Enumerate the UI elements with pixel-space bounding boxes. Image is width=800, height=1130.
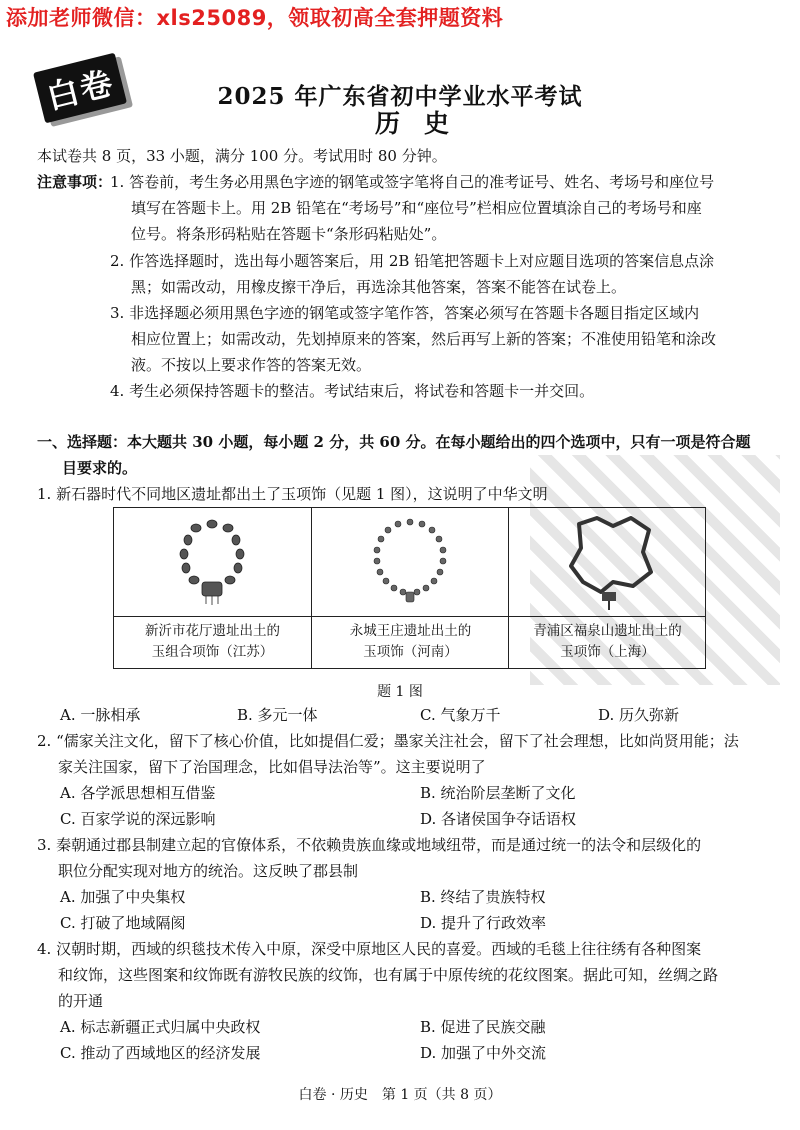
exam-intro: 本试卷共 8 页，33 小题，满分 100 分。考试用时 80 分钟。 (37, 147, 447, 165)
question-4-option-c: C. 推动了西域地区的经济发展 (60, 1044, 261, 1062)
question-2-option-c: C. 百家学说的深远影响 (60, 810, 216, 828)
question-3-option-a: A. 加强了中央集权 (60, 888, 186, 906)
question-1-option-c: C. 气象万千 (420, 706, 501, 724)
question-3-option-c: C. 打破了地域隔阂 (60, 914, 186, 932)
question-4-option-d: D. 加强了中外交流 (420, 1044, 547, 1062)
question-2-option-a: A. 各学派思想相互借鉴 (60, 784, 216, 802)
figure-cell-wangzhuang (311, 508, 509, 668)
note-line: 4. 考生必须保持答题卡的整洁。考试结束后，将试卷和答题卡一并交回。 (110, 382, 595, 400)
notes-label: 注意事项： (37, 173, 113, 191)
page-footer: 白卷 · 历史 第 1 页（共 8 页） (298, 1087, 502, 1103)
section-heading: 一、选择题：本大题共 30 小题，每小题 2 分，共 60 分。在每小题给出的四个选项中，只有一项是符合题 (37, 433, 751, 451)
question-2-stem: 2. “儒家关注文化，留下了核心价值，比如提倡仁爱；墨家关注社会，留下了社会理想，比如尚贤用能；法 (37, 732, 739, 750)
figure-caption: 青浦区福泉山遗址出土的 玉项饰（上海） (533, 623, 682, 660)
question-3-stem-cont: 职位分配实现对地方的统治。这反映了郡县制 (58, 862, 359, 880)
note-line: 1. 答卷前，考生务必用黑色字迹的钢笔或签字笔将自己的准考证号、姓名、考场号和座位号 (110, 173, 715, 191)
figure-label: 题 1 图 (377, 684, 423, 700)
question-1-option-a: A. 一脉相承 (60, 706, 141, 724)
figure-caption: 永城王庄遗址出土的 玉项饰（河南） (349, 623, 472, 660)
note-line: 填写在答题卡上。用 2B 铅笔在“考场号”和“座位号”栏相应位置填涂自己的考场号和座 (131, 199, 702, 217)
note-line: 2. 作答选择题时，选出每小题答案后，用 2B 铅笔把答题卡上对应题目选项的答案信息点涂 (110, 252, 715, 270)
note-line: 液。不按以上要求作答的答案无效。 (131, 356, 372, 374)
exam-title: 2025 年广东省初中学业水平考试 (217, 83, 583, 110)
bead-necklace-image (114, 508, 311, 616)
question-1-option-d: D. 历久弥新 (598, 706, 680, 724)
question-4-option-a: A. 标志新疆正式归属中央政权 (60, 1018, 261, 1036)
question-2-option-b: B. 统治阶层垄断了文化 (420, 784, 576, 802)
note-line: 相应位置上；如需改动，先划掉原来的答案，然后再写上新的答案；不准使用铅笔和涂改 (131, 330, 717, 348)
question-4-stem-cont: 的开通 (58, 992, 104, 1010)
question-3-option-b: B. 终结了贵族特权 (420, 888, 546, 906)
note-line: 3. 非选择题必须用黑色字迹的钢笔或签字笔作答，答案必须写在答题卡各题目指定区域内 (110, 304, 700, 322)
question-2-stem-cont: 家关注国家，留下了治国理念，比如倡导法治等”。这主要说明了 (58, 758, 486, 776)
section-heading-cont: 目要求的。 (62, 459, 138, 477)
jade-pendant-image (509, 508, 706, 616)
note-line: 黑；如需改动，用橡皮擦干净后，再选涂其他答案，答案不能答在试卷上。 (131, 278, 627, 296)
subject-title: 历史 (374, 109, 473, 138)
question-4-option-b: B. 促进了民族交融 (420, 1018, 546, 1036)
jade-necklace-image (312, 508, 509, 616)
question-2-option-d: D. 各诸侯国争夺话语权 (420, 810, 577, 828)
paper-badge: 白卷 (33, 53, 127, 124)
question-3-option-d: D. 提升了行政效率 (420, 914, 547, 932)
note-line: 位号。将条形码粘贴在答题卡“条形码粘贴处”。 (131, 225, 447, 243)
question-4-stem: 4. 汉朝时期，西域的织毯技术传入中原，深受中原地区人民的喜爱。西域的毛毯上往往绣有各种图案 (37, 940, 702, 958)
question-1-option-b: B. 多元一体 (237, 706, 318, 724)
question-4-stem-cont: 和纹饰，这些图案和纹饰既有游牧民族的纹饰，也有属于中原传统的花纹图案。据此可知，丝绸之路 (58, 966, 719, 984)
promo-banner: 添加老师微信：xls25089，领取初高全套押题资料 (6, 6, 504, 30)
question-1-figure (113, 507, 706, 669)
figure-caption: 新沂市花厅遗址出土的 玉组合项饰（江苏） (145, 623, 280, 660)
figure-cell-fuquanshan (508, 508, 706, 668)
figure-cell-huating (114, 508, 311, 668)
question-1-stem: 1. 新石器时代不同地区遗址都出土了玉项饰（见题 1 图），这说明了中华文明 (37, 485, 548, 503)
question-3-stem: 3. 秦朝通过郡县制建立起的官僚体系，不依赖贵族血缘或地域纽带，而是通过统一的法令和层级化的 (37, 836, 702, 854)
